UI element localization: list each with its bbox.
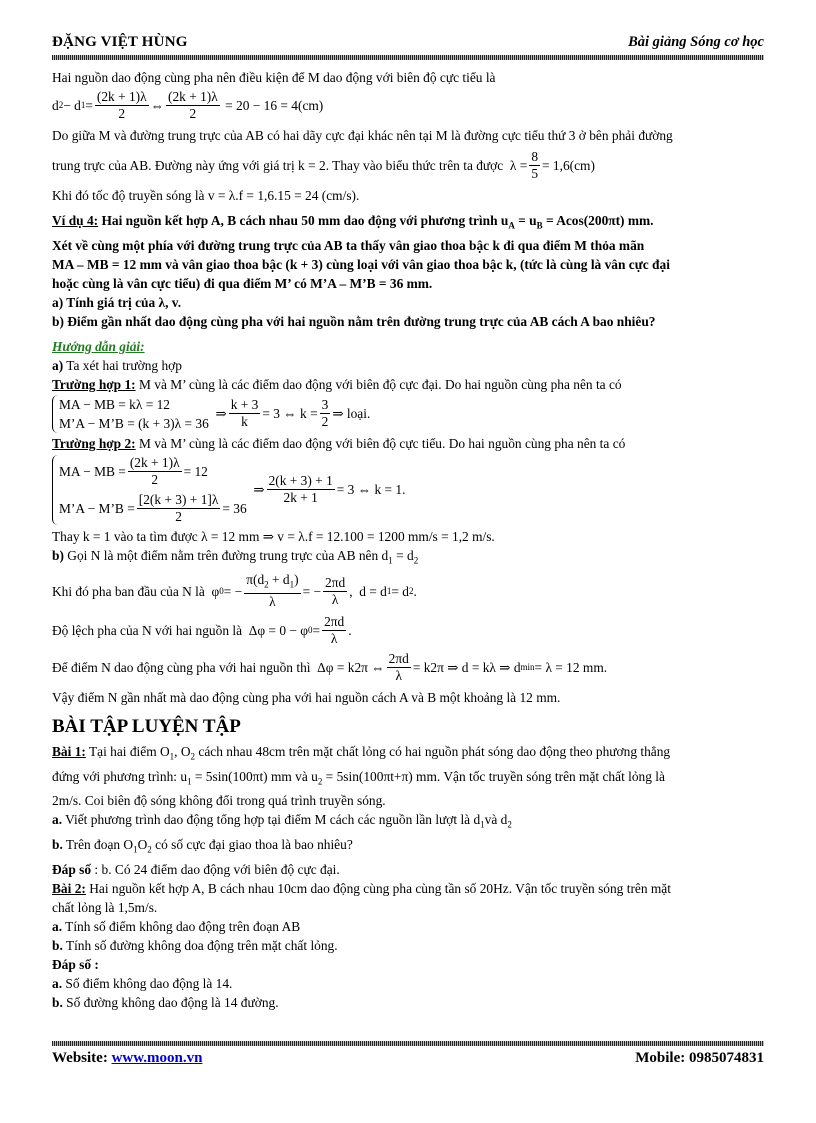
text-line: Do giữa M và đường trung trực của AB có hai dãy cực đại khác nên tại M là đường cực tiểu thứ 3 ở bên phải đường bbox=[52, 128, 673, 143]
mobile-number: Mobile: 0985074831 bbox=[635, 1050, 764, 1066]
page-header bbox=[52, 30, 764, 54]
text-line: trung trực của AB. Đường này ứng với giá trị k = 2. Thay vào biểu thức trên ta được λ = $\frac{8}{5}$ = 1,6(cm) bbox=[52, 149, 595, 181]
text-line: Vậy điểm N gần nhất mà dao động cùng pha với hai nguồn cách A và B một khoảng là 12 mm. bbox=[52, 690, 561, 706]
exercise-2-answer-b: b. Số đường không dao động là 14 đường. bbox=[52, 994, 279, 1010]
header-rule bbox=[52, 55, 764, 60]
text-line: Thay k = 1 vào ta tìm được λ = 12 mm ⇒ v = λ.f = 12.100 = 1200 mm/s = 1,2 m/s. bbox=[52, 528, 495, 544]
case-2: Trường hợp 2: M và M’ cùng là các điểm dao động với biên độ cực tiểu. Do hai nguồn cùng pha nên ta có bbox=[52, 435, 626, 451]
example-4-text: hoặc cùng là vân cực tiểu) đi qua điểm M’ có M’A – M’B = 36 mm. bbox=[52, 275, 433, 291]
exercise-1-answer: Đáp số : b. Có 24 điểm dao động với biên độ cực đại. bbox=[52, 861, 340, 877]
exercise-2-answer-label: Đáp số : bbox=[52, 956, 99, 972]
example-4-question-b: b) Điểm gần nhất dao động cùng pha với hai nguồn nằm trên đường trung trực của AB cách A bao nhiêu? bbox=[52, 313, 656, 329]
example-4: Ví dụ 4: Hai nguồn kết hợp A, B cách nhau 50 mm dao động với phương trình $u_A = u_B = Acos(200\pi t)$ mm. bbox=[52, 213, 654, 231]
text-line: b) Gọi N là một điểm nằm trên đường trung trực của AB nên $d_1 = d_2$ bbox=[52, 547, 419, 566]
case-1-system: MA − MB = kλ = 12 M’A − M’B = (k + 3)λ = 36 ⇒ $\frac{k + 3}{k}$ = 3 ⇔ k = $\frac{3}{2}$ ⇒ loại. bbox=[52, 395, 764, 433]
exercise-2-question-b: b. Tính số đường không doa động trên mặt chất lỏng. bbox=[52, 937, 338, 953]
course-title: Bài giảng Sóng cơ học bbox=[628, 34, 764, 50]
exercise-2-answer-a: a. Số điểm không dao động là 14. bbox=[52, 975, 233, 991]
footer-rule bbox=[52, 1041, 764, 1046]
example-4-question-a: a) Tính giá trị của λ, v. bbox=[52, 294, 182, 310]
text-line: a) Ta xét hai trường hợp bbox=[52, 357, 182, 373]
exercise-2: Bài 2: Hai nguồn kết hợp A, B cách nhau 10cm dao động cùng pha cùng tần số 20Hz. Vận tốc truyền sóng trên mặt bbox=[52, 880, 671, 896]
text-line: Khi đó tốc độ truyền sóng là v = λ.f = 1,6.15 = 24 (cm/s). bbox=[52, 188, 360, 203]
text-line: Hai nguồn dao động cùng pha nên điều kiện để M dao động với biên độ cực tiểu là bbox=[52, 70, 496, 85]
example-4-text: MA – MB = 12 mm và vân giao thoa bậc (k + 3) cùng loại với vân giao thoa bậc k, (tức là cùng là vân cực đại bbox=[52, 256, 670, 272]
example-4-text: Xét về cùng một phía với đường trung trực của AB ta thấy vân giao thoa bậc k đi qua điểm M thỏa mãn bbox=[52, 237, 645, 253]
formula-line: Khi đó pha ban đầu của N là φ 0 = − $\frac{\pi(d_2 + d_1)}{\lambda}$ = − $\frac{2\pi d}{\lambda}$ , d = d 1 = d 2 . bbox=[52, 572, 417, 610]
exercise-1-text: 2m/s. Coi biên độ sóng không đổi trong quá trình truyền sóng. bbox=[52, 793, 386, 809]
formula-line: Để điểm N dao động cùng pha với hai nguồn thì Δφ = k2π ⇔ $\frac{2\pi d}{\lambda}$ = k2π ⇒ d = kλ ⇒ d min = λ = 12 mm. bbox=[52, 651, 608, 684]
case-1: Trường hợp 1: M và M’ cùng là các điểm dao động với biên độ cực đại. Do hai nguồn cùng pha nên ta có bbox=[52, 376, 622, 392]
solution-heading: Hướng dẫn giải: bbox=[52, 338, 145, 354]
exercise-1-text: đứng với phương trình: $u_1 = 5\sin(100\pi t)$ mm và $u_2 = 5\sin(100\pi t+\pi)$ mm. Vận tốc truyền sóng trên mặt chất lỏng là bbox=[52, 768, 665, 787]
exercise-2-question-a: a. Tính số điểm không dao động trên đoạn AB bbox=[52, 918, 301, 934]
page-content bbox=[52, 68, 764, 1012]
exercise-1: Bài 1: Tại hai điểm $O_1$, $O_2$ cách nhau 48cm trên mặt chất lỏng có hai nguồn phát sóng dao động theo phương thẳng bbox=[52, 744, 671, 762]
website-link[interactable]: www.moon.vn bbox=[111, 1050, 203, 1066]
case-2-system: MA − MB = $\frac{(2k + 1)\lambda}{2}$ = 12 M’A − M’B = $\frac{[2(k + 3) + 1]\lambda}{2}$ = 36 ⇒ $\frac{2(k + 3) + 1}{2k + 1}$ = 3 ⇔ k = 1. bbox=[52, 455, 764, 525]
exercise-1-question-b: b. Trên đoạn $O_1O_2$ có số cực đại giao thoa là bao nhiêu? bbox=[52, 837, 353, 855]
section-title: BÀI TẬP LUYỆN TẬP bbox=[52, 716, 241, 738]
formula-line: d 2 − d 1 = $\frac{(2k + 1)\lambda}{2}$ ⇔ $\frac{(2k + 1)\lambda}{2}$ = 20 − 16 = 4(cm) bbox=[52, 89, 324, 121]
formula-line: Độ lệch pha của N với hai nguồn là Δφ = 0 − φ 0 = $\frac{2\pi d}{\lambda}$ . bbox=[52, 614, 352, 647]
exercise-1-question-a: a. Viết phương trình dao động tổng hợp tại điểm M cách các nguồn lần lượt là $d_1và$ $d_2$ bbox=[52, 812, 512, 831]
exercise-2-text: chất lỏng là 1,5m/s. bbox=[52, 899, 158, 915]
author-name: ĐẶNG VIỆT HÙNG bbox=[52, 34, 188, 50]
